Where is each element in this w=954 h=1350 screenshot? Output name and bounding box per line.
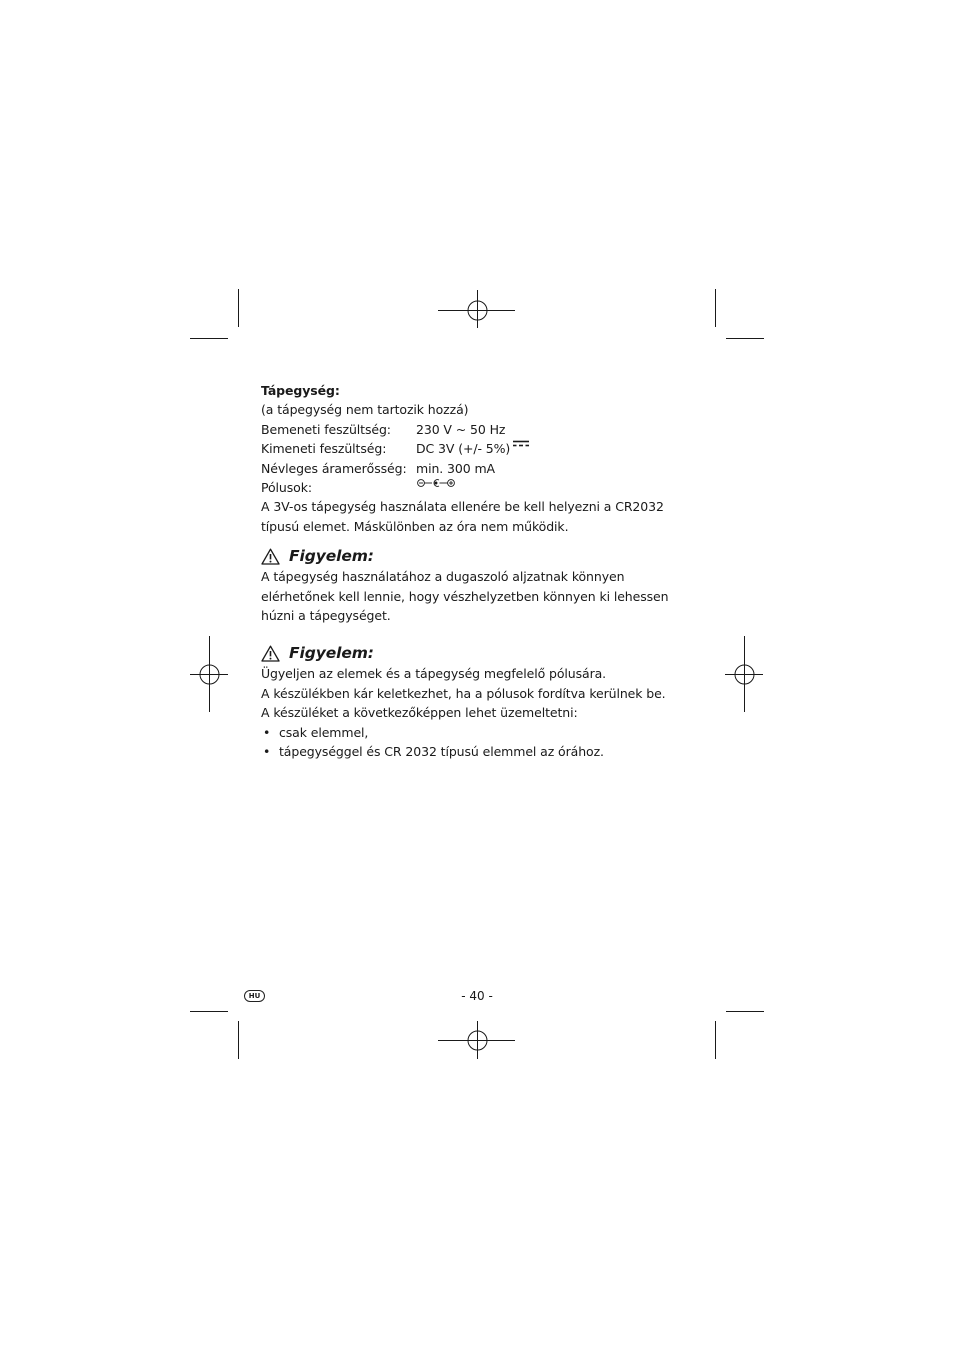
warning-triangle-icon	[261, 548, 280, 565]
warning-heading-1	[261, 545, 701, 567]
warning-triangle-icon	[261, 645, 280, 662]
polarity-icon	[416, 478, 456, 488]
list-item	[261, 723, 701, 742]
operation-modes-list	[261, 723, 701, 762]
power-supply-note: (a tápegység nem tartozik hozzá)	[261, 402, 469, 418]
page-number: - 40 -	[461, 989, 493, 1003]
main-content	[261, 381, 701, 762]
warning-line: A készülékben kár keletkezhet, ha a pólusok fordítva kerülnek be.	[261, 685, 666, 701]
list-item-text: csak elemmel,	[279, 724, 369, 740]
spec-value: 230 V ~ 50 Hz	[416, 421, 506, 437]
warning-heading-2	[261, 642, 701, 664]
warning-text-1: A tápegység használatához a dugaszoló aljzatnak könnyen elérhetőnek kell lennie, hogy vészhelyzetben könnyen ki lehessen húzni a tápegységet.	[261, 569, 669, 624]
warning-title: Figyelem:	[289, 644, 374, 663]
list-item-text: tápegységgel és CR 2032 típusú elemmel az órához.	[279, 744, 604, 760]
spec-label: Pólusok:	[261, 480, 312, 496]
spec-row-polarity	[261, 478, 701, 497]
power-supply-body: A 3V-os tápegység használata ellenére be kell helyezni a CR2032 típusú elemet. Máskülönben az óra nem működik.	[261, 499, 664, 534]
list-item	[261, 742, 701, 761]
warning-title: Figyelem:	[289, 547, 374, 566]
spec-label: Bemeneti feszültség:	[261, 421, 391, 437]
bullet-icon: •	[263, 724, 271, 740]
spec-row-output-voltage	[261, 439, 701, 458]
spec-label: Kimeneti feszültség:	[261, 441, 387, 457]
bullet-icon: •	[263, 744, 271, 760]
warning-line: Ügyeljen az elemek és a tápegység megfelelő pólusára.	[261, 666, 607, 682]
spec-value: DC 3V (+/- 5%)	[416, 441, 511, 457]
warning-line: A készüléket a következőképpen lehet üzemeltetni:	[261, 705, 578, 721]
language-badge: HU	[244, 990, 265, 1002]
spec-row-rated-current	[261, 459, 701, 478]
spec-value: min. 300 mA	[416, 460, 495, 476]
power-supply-title: Tápegység:	[261, 383, 340, 398]
spec-label: Névleges áramerősség:	[261, 460, 407, 476]
spec-row-input-voltage	[261, 420, 701, 439]
direct-current-icon	[513, 439, 529, 448]
